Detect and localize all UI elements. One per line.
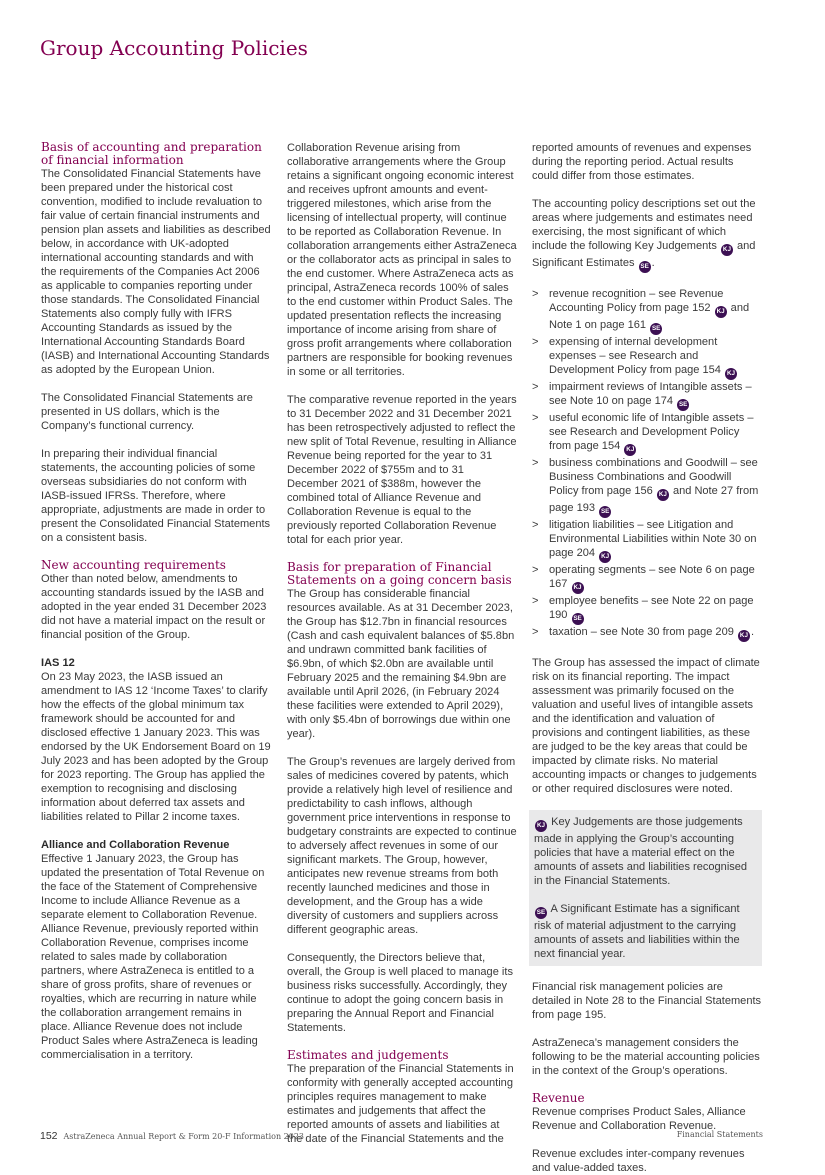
page-number: 152 [40, 1130, 58, 1142]
heading-basis-of-accounting: Basis of accounting and preparation of financial information [41, 140, 262, 167]
paragraph: reported amounts of revenues and expenses during the reporting period. Actual results could differ from those estimates. [532, 142, 752, 182]
paragraph: The Group’s revenues are largely derived from sales of medicines covered by patents, which provide a relatively high level of resilience and predictability to cash inflows, although government price interventions in response to budgetary constraints are expected to continue to adversely affect revenues in some of our significant markets. The Group, however, anticipates new revenue streams from both recently launched medicines and those in development, and the Group has a wide diversity of customers and suppliers across different geographic areas. [287, 756, 517, 936]
paragraph: Other than noted below, amendments to accounting standards issued by the IASB and adopted in the year ended 31 December 2023 did not have a material impact on the result or financial position of the Group. [41, 573, 267, 641]
paragraph: Revenue comprises Product Sales, Alliance Revenue and Collaboration Revenue. [532, 1106, 746, 1132]
key-judgement-icon: KJ [624, 444, 636, 456]
column-3 [532, 141, 762, 1175]
paragraph: Consequently, the Directors believe that, overall, the Group is well placed to manage its business risks successfully. Accordingly, they continue to adopt the going concern basis in preparing the Annual Report and Financial Statements. [287, 952, 513, 1034]
paragraph-key-judgements-intro: The accounting policy descriptions set out the areas where judgements and estimates need exercising, the most significant of which include the following Key Judgements KJ and Significant Estimates SE . [532, 197, 762, 273]
paragraph: Financial risk management policies are detailed in Note 28 to the Financial Statements from page 195. [532, 981, 762, 1021]
list-item: > useful economic life of Intangible assets – see Research and Development Policy from page 154 KJ [532, 411, 762, 456]
subheading-ias-12: IAS 12 [41, 657, 75, 669]
page-title: Group Accounting Policies [40, 36, 308, 60]
list-item: > impairment reviews of Intangible assets – see Note 10 on page 174 SE [532, 380, 762, 411]
subheading-alliance-revenue: Alliance and Collaboration Revenue [41, 839, 230, 851]
significant-estimate-definition: SE A Significant Estimate has a significant risk of material adjustment to the carrying amounts of assets and liabilities within the next financial year. [534, 903, 740, 960]
significant-estimate-icon: SE [535, 907, 547, 919]
significant-estimate-icon: SE [650, 323, 662, 335]
heading-going-concern: Basis for preparation of Financial Statements on a going concern basis [287, 560, 512, 587]
paragraph: The comparative revenue reported in the years to 31 December 2022 and 31 December 2021 has been retrospectively adjusted to reflect the new split of Total Revenue, resulting in Alliance Revenue being reported for the year to 31 December 2022 of $755m and to 31 December 2021 of $388m, however the combined total of Alliance Revenue and Collaboration Revenue is equal to the previously reported Collaboration Revenue total for each prior year. [287, 394, 517, 546]
paragraph: AstraZeneca’s management considers the following to be the material accounting policies in the context of the Group’s operations. [532, 1037, 760, 1077]
key-judgement-icon: KJ [535, 820, 547, 832]
paragraph: Collaboration Revenue arising from collaborative arrangements where the Group retains a significant ongoing economic interest and receives upfront amounts and event-triggered milestones, which arise from the licensing of intellectual property, will continue to be reported as Collaboration Revenue. In collaboration arrangements either AstraZeneca or the collaborator acts as principal in sales to the end customer. Where AstraZeneca acts as principal, AstraZeneca records 100% of sales to the end customer within Product Sales. The updated presentation reflects the increasing importance of income arising from share of gross profit arrangements where collaboration partners are responsible for booking revenues in some or all territories. [287, 142, 517, 378]
paragraph: The Group has assessed the impact of climate risk on its financial reporting. The impact assessment was primarily focused on the valuation and useful lives of intangible assets and the identification and valuation of provisions and contingent liabilities, as these are judged to be the key areas that could be impacted by climate risks. No material accounting impacts or changes to judgements or other required disclosures were noted. [532, 657, 760, 795]
heading-revenue: Revenue [532, 1091, 585, 1105]
significant-estimate-icon: SE [572, 613, 584, 625]
footer-report [40, 1130, 304, 1142]
key-judgement-icon: KJ [657, 489, 669, 501]
paragraph: In preparing their individual financial statements, the accounting policies of some overseas subsidiaries do not conform with IASB-issued IFRSs. Therefore, where appropriate, adjustments are made in order to present the Consolidated Financial Statements on a consistent basis. [41, 448, 271, 544]
column-2 [287, 141, 517, 1146]
key-judgement-definition: KJ Key Judgements are those judgements made in applying the Group’s accounting policies that have a material effect on the amounts of assets and liabilities recognised in the Financial Statements. [534, 816, 748, 887]
significant-estimate-icon: SE [639, 261, 651, 273]
list-item: > revenue recognition – see Revenue Accounting Policy from page 152 KJ and Note 1 on page 161 SE [532, 287, 762, 335]
key-judgement-icon: KJ [721, 244, 733, 256]
list-item: > litigation liabilities – see Litigation and Environmental Liabilities within Note 30 on page 204 KJ [532, 518, 762, 563]
key-judgement-icon: KJ [725, 368, 737, 380]
list-item: > operating segments – see Note 6 on page 167 KJ [532, 563, 762, 594]
key-judgement-icon: KJ [715, 306, 727, 318]
judgements-list [532, 287, 762, 642]
paragraph: On 23 May 2023, the IASB issued an amendment to IAS 12 ‘Income Taxes’ to clarify how the effects of the global minimum tax framework should be accounted for and disclosed effective 1 January 2023. This was endorsed by the UK Endorsement Board on 19 July 2023 and has been adopted by the Group for 2023 reporting. The Group has applied the exemption to recognising and disclosing information about deferred tax assets and liabilities related to Pillar 2 income taxes. [41, 671, 271, 823]
key-judgement-icon: KJ [738, 630, 750, 642]
significant-estimate-icon: SE [599, 506, 611, 518]
list-item: > expensing of internal development expenses – see Research and Development Policy from page 154 KJ [532, 335, 762, 380]
paragraph: Revenue excludes inter-company revenues and value-added taxes. [532, 1148, 745, 1174]
heading-new-accounting-requirements: New accounting requirements [41, 558, 226, 572]
footer-section: Financial Statements [676, 1130, 763, 1139]
paragraph: The preparation of the Financial Statements in conformity with generally accepted accounting principles requires management to make estimates and judgements that affect the reported amounts of assets and liabilities at the date of the Financial Statements and the [287, 1063, 514, 1145]
paragraph: The Consolidated Financial Statements are presented in US dollars, which is the Company’s functional currency. [41, 392, 253, 432]
list-item: > business combinations and Goodwill – see Business Combinations and Goodwill Policy from page 156 KJ and Note 27 from page 193 SE [532, 456, 762, 518]
definitions-box [529, 810, 762, 966]
key-judgement-icon: KJ [572, 582, 584, 594]
report-title: AstraZeneca Annual Report & Form 20-F Information 2023 [63, 1132, 305, 1141]
column-1 [41, 141, 271, 1062]
list-item: > taxation – see Note 30 from page 209 KJ . [532, 625, 762, 642]
paragraph: Effective 1 January 2023, the Group has updated the presentation of Total Revenue on the face of the Statement of Comprehensive Income to include Alliance Revenue as a separate element to Collaboration Revenue. Alliance Revenue, previously reported within Collaboration Revenue, comprises income related to sales made by collaboration partners, where AstraZeneca is entitled to a share of gross profits, share of revenues or royalties, which are recurring in nature while the collaboration arrangement remains in place. Alliance Revenue does not include Product Sales where AstraZeneca is leading commercialisation in a territory. [41, 853, 265, 1061]
paragraph: The Consolidated Financial Statements have been prepared under the historical cost convention, modified to include revaluation to fair value of certain financial instruments and pension plan assets and liabilities as described below, in accordance with UK-adopted international accounting standards and with the requirements of the Companies Act 2006 as applicable to companies reporting under those standards. The Consolidated Financial Statements also comply fully with IFRS Accounting Standards as issued by the International Accounting Standards Board (IASB) and International Accounting Standards as adopted by the European Union. [41, 168, 271, 376]
key-judgement-icon: KJ [599, 551, 611, 563]
significant-estimate-icon: SE [677, 399, 689, 411]
paragraph: The Group has considerable financial resources available. As at 31 December 2023, the Group has $12.7bn in financial resources (Cash and cash equivalent balances of $5.8bn and undrawn committed bank facilities of $6.9bn, of which $2.0bn are available until February 2025 and the remaining $4.9bn are available until April 2026, (in February 2024 these facilities were extended to April 2029), with only $5.4bn of borrowings due within one year). [287, 588, 515, 740]
list-item: > employee benefits – see Note 22 on page 190 SE [532, 594, 762, 625]
heading-estimates-and-judgements: Estimates and judgements [287, 1048, 449, 1062]
